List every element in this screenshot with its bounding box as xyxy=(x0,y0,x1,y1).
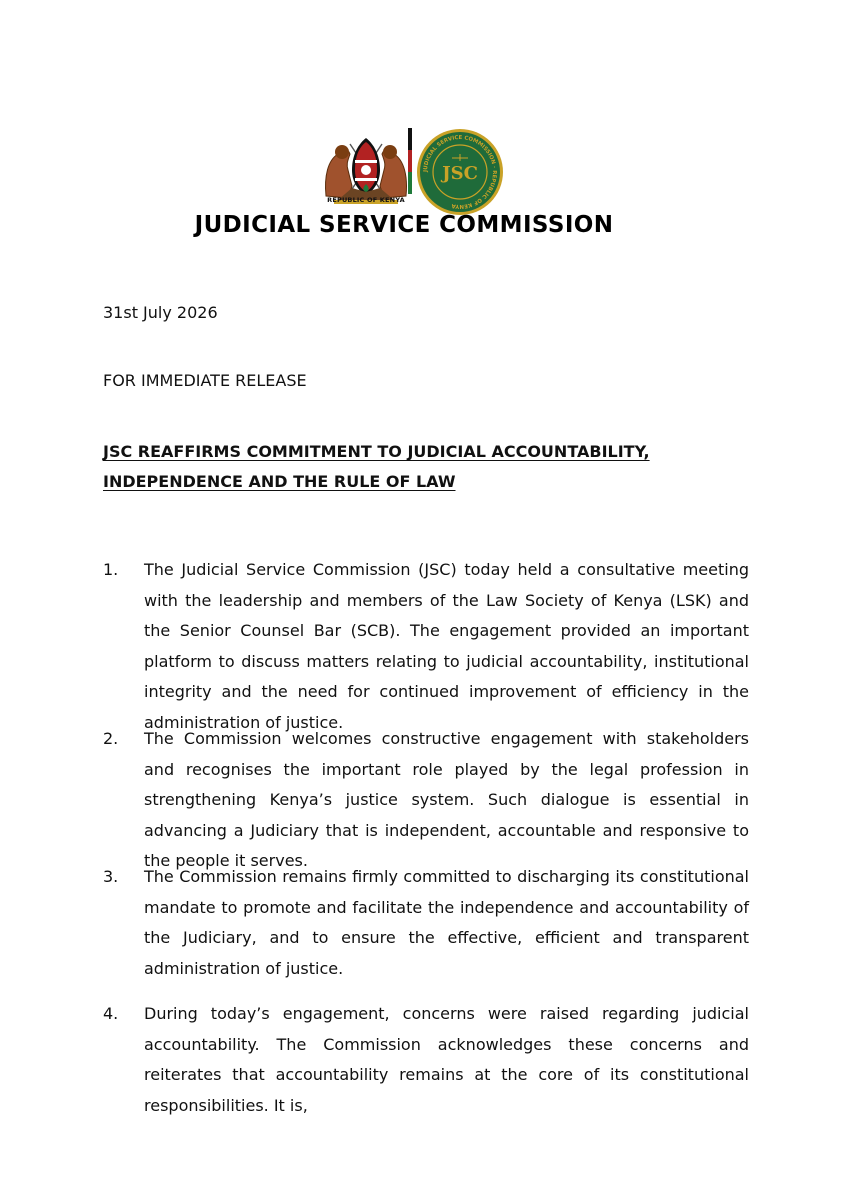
numbered-paragraph xyxy=(103,999,749,1121)
press-headline xyxy=(103,437,743,497)
jsc-seal-logo xyxy=(416,128,504,216)
organization-title: JUDICIAL SERVICE COMMISSION xyxy=(194,212,614,238)
paragraph-number: 3. xyxy=(103,867,119,886)
numbered-paragraph xyxy=(103,862,749,984)
crest-caption: REPUBLIC OF KENYA xyxy=(327,196,405,204)
flag-divider xyxy=(408,128,412,194)
seal-ring-text: JUDICIAL SERVICE COMMISSION · REPUBLIC OF KENYA xyxy=(422,134,498,210)
paragraph-text: During today’s engagement, concerns were raised regarding judicial accountability. The Commission acknowledges these concerns and reiterates that accountability remains at the core of its constitutional responsibilities. It is, xyxy=(144,1004,749,1115)
seal-monogram: JSC xyxy=(442,163,478,184)
release-label: FOR IMMEDIATE RELEASE xyxy=(103,371,307,390)
paragraph-number: 4. xyxy=(103,1004,119,1023)
release-date: 31st July 2026 xyxy=(103,303,218,322)
paragraph-text: The Judicial Service Commission (JSC) today held a consultative meeting with the leadership and members of the Law Society of Kenya (LSK) and the Senior Counsel Bar (SCB). The engagement provided an important platform to discuss matters relating to judicial accountability, institutional integrity and the need for continued improvement of efficiency in the administration of justice. xyxy=(144,560,749,732)
numbered-paragraph xyxy=(103,724,749,877)
numbered-paragraph xyxy=(103,555,749,738)
paragraph-text: The Commission welcomes constructive engagement with stakeholders and recognises the important role played by the legal profession in strengthening Kenya’s justice system. Such dialogue is essential in advancing a Judiciary that is independent, accountable and responsive to the people it serves. xyxy=(144,729,749,870)
paragraph-text: The Commission remains firmly committed to discharging its constitutional mandate to promote and facilitate the independence and accountability of the Judiciary, and to ensure the effective, efficient and transparent administration of justice. xyxy=(144,867,749,978)
paragraph-number: 2. xyxy=(103,729,119,748)
headline-line-1: JSC REAFFIRMS COMMITMENT TO JUDICIAL ACCOUNTABILITY, xyxy=(103,442,650,461)
paragraph-number: 1. xyxy=(103,560,119,579)
headline-line-2: INDEPENDENCE AND THE RULE OF LAW xyxy=(103,472,456,491)
